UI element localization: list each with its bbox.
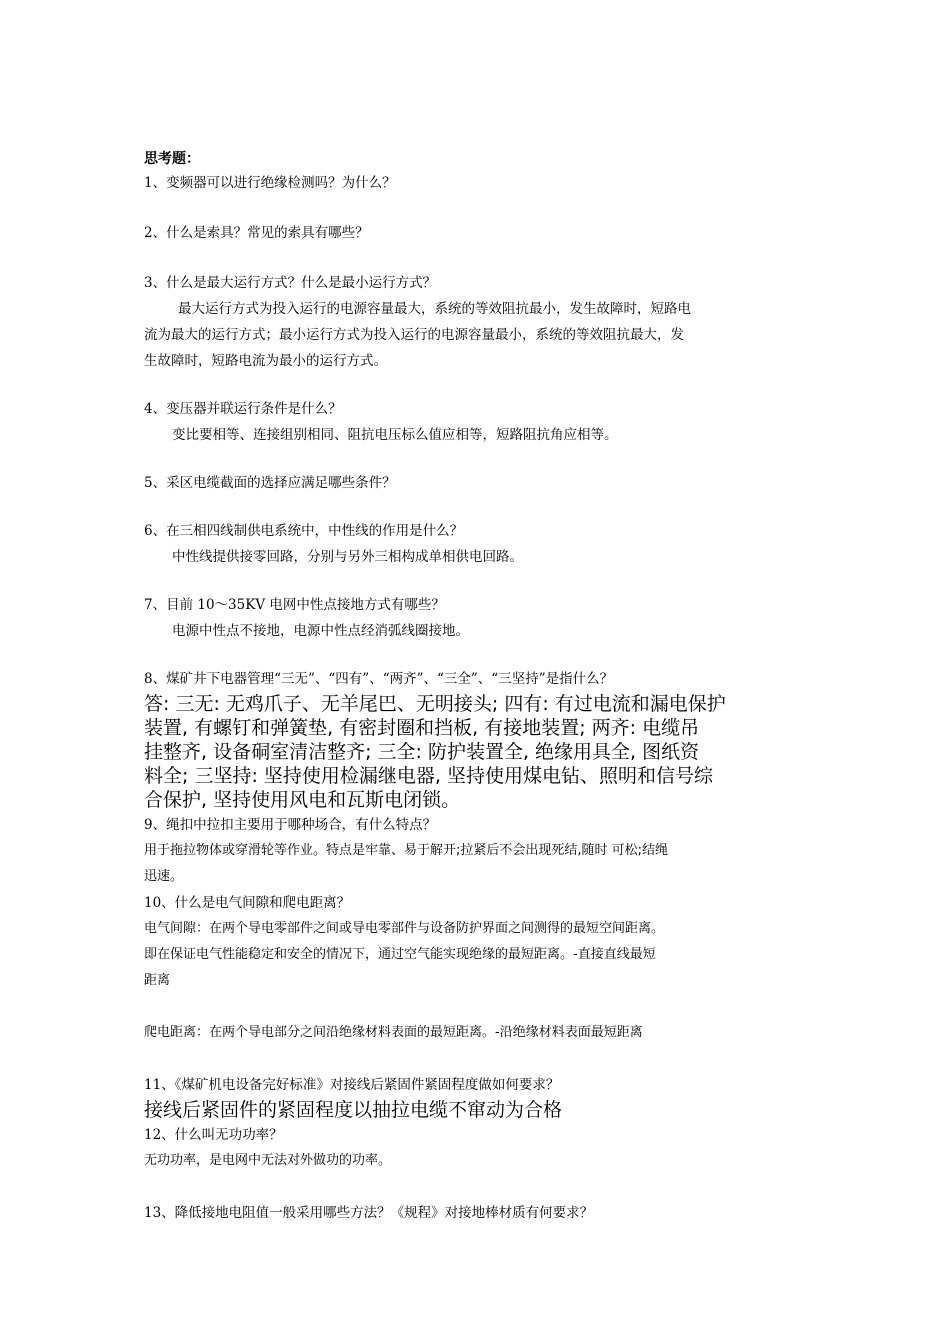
answer-8-line-5: 合保护, 坚持使用风电和瓦斯电闭锁。 xyxy=(144,789,461,811)
question-12: 12、什么叫无功功率？ xyxy=(144,1127,283,1143)
question-11: 11、《煤矿机电设备完好标准》对接线后紧固件紧固程度做如何要求？ xyxy=(144,1077,560,1093)
answer-4: 变比要相等、连接组别相同、阻抗电压标么值应相等，短路阻抗角应相等。 xyxy=(172,427,618,443)
question-5: 5、采区电缆截面的选择应满足哪些条件？ xyxy=(144,475,396,491)
answer-10-line-3: 距离 xyxy=(144,973,171,988)
question-3: 3、什么是最大运行方式？什么是最小运行方式？ xyxy=(144,275,437,291)
answer-10-line-2: 即在保证电气性能稳定和安全的情况下，通过空气能实现绝缘的最短距离。-直接直线最短 xyxy=(144,947,656,962)
question-1: 1、变频器可以进行绝缘检测吗？为什么？ xyxy=(144,175,396,191)
answer-9-line-2: 迅速。 xyxy=(144,869,184,884)
question-9: 9、绳扣中拉扣主要用于哪种场合，有什么特点？ xyxy=(144,817,437,833)
answer-10-line-1: 电气间隙：在两个导电零部件之间或导电零部件与设备防护界面之间测得的最短空间距离。 xyxy=(144,921,665,936)
answer-3-line-3: 生故障时，短路电流为最小的运行方式。 xyxy=(144,353,387,369)
document-page xyxy=(144,148,810,1226)
answer-8-line-1: 答: 三无: 无鸡爪子、无羊尾巴、无明接头; 四有: 有过电流和漏电保护 xyxy=(144,693,726,715)
answer-3-line-2: 流为最大的运行方式；最小运行方式为投入运行的电源容量最小，系统的等效阻抗最大，发 xyxy=(144,327,684,343)
question-13: 13、降低接地电阻值一般采用哪些方法？《规程》对接地棒材质有何要求？ xyxy=(144,1205,594,1221)
answer-11: 接线后紧固件的紧固程度以抽拉电缆不窜动为合格 xyxy=(144,1099,563,1121)
question-6: 6、在三相四线制供电系统中，中性线的作用是什么？ xyxy=(144,523,464,539)
answer-8-line-4: 料全; 三坚持: 坚持使用检漏继电器, 坚持使用煤电钻、照明和信号综 xyxy=(144,765,713,787)
answer-8-line-3: 挂整齐, 设备硐室清洁整齐; 三全: 防护装置全, 绝缘用具全, 图纸资 xyxy=(144,741,700,763)
question-2: 2、什么是索具？常见的索具有哪些？ xyxy=(144,225,369,241)
answer-10-creepage: 爬电距离：在两个导电部分之间沿绝缘材料表面的最短距离。-沿绝缘材料表面最短距离 xyxy=(144,1025,643,1040)
answer-12: 无功功率，是电网中无法对外做功的功率。 xyxy=(144,1153,392,1168)
section-heading: 思考题： xyxy=(144,151,200,167)
question-8: 8、煤矿井下电器管理“三无”、“四有”、“两齐”、“三全”、“三坚持”是指什么？ xyxy=(144,671,614,687)
answer-6: 中性线提供接零回路，分别与另外三相构成单相供电回路。 xyxy=(172,549,523,565)
question-7: 7、目前 10～35KV 电网中性点接地方式有哪些？ xyxy=(144,597,445,613)
question-4: 4、变压器并联运行条件是什么？ xyxy=(144,401,342,417)
answer-9-line-1: 用于拖拉物体或穿滑轮等作业。特点是牢靠、易于解开;拉紧后不会出现死结,随时 可松;结绳 xyxy=(144,843,669,858)
answer-7: 电源中性点不接地，电源中性点经消弧线圈接地。 xyxy=(172,623,469,639)
answer-3-line-1: 最大运行方式为投入运行的电源容量最大，系统的等效阻抗最小，发生故障时，短路电 xyxy=(178,301,691,317)
question-10: 10、什么是电气间隙和爬电距离？ xyxy=(144,895,351,911)
answer-8-line-2: 装置, 有螺钉和弹簧垫, 有密封圈和挡板, 有接地装置; 两齐: 电缆吊 xyxy=(144,717,700,739)
